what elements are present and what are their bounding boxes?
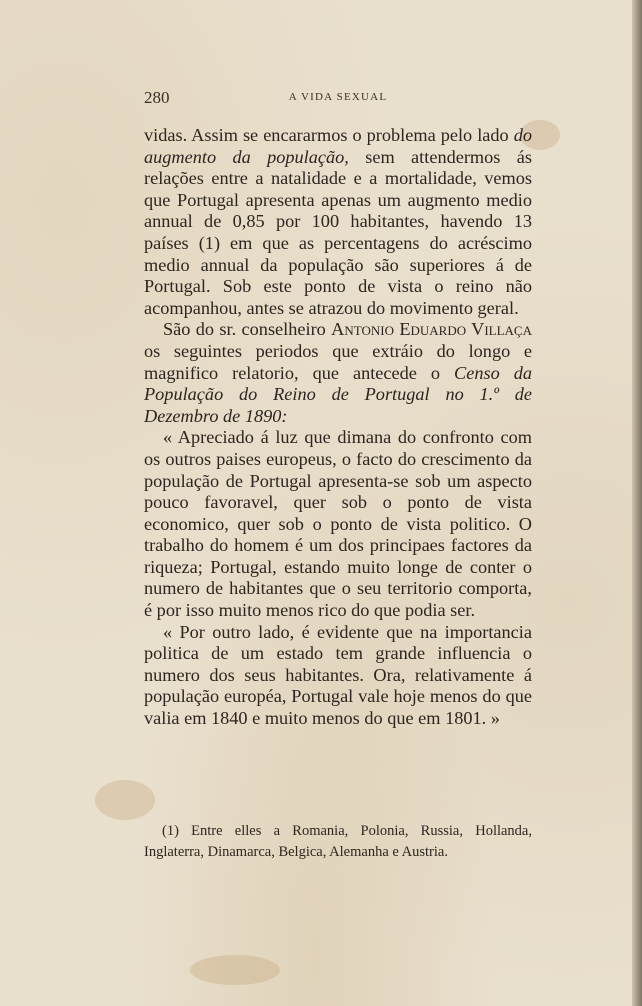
paragraph-2-text-a: São do sr. conselheiro	[163, 319, 332, 340]
paragraph-1-italic: do augmento da população,	[144, 125, 532, 167]
paragraph-3: « Apreciado á luz que dimana do confronto com os outros paises europeus, o facto do crescimento da população de Portugal apresenta-se sob um aspecto pouco favoravel, quer sob o ponto de vista economico, quer sob o ponto de vista politico. O trabalho do homem é um dos principaes factores da riqueza; Portugal, estando muito longe de conter o numero de habitantes que o seu territorio comporta, é por isso muito menos rico do que podia ser.	[144, 427, 532, 621]
paragraph-4: « Por outro lado, é evidente que na importancia politica de um estado tem grande influencia o numero dos seus habitantes. Ora, relativamente á população européa, Portugal vale hoje menos do que valia em 1840 e muito menos do que em 1801. »	[144, 621, 532, 729]
census-title: Censo da População do Reino de Portugal no 1.º de Dezembro de 1890:	[144, 362, 532, 426]
paragraph-1-text-b: sem attendermos ás relações entre a natalidade e a mortalidade, vemos que Portugal apresenta apenas um augmento medio annual de 0,85 por 100 habitantes, havendo 13 países (1) em que as percentagens do acréscimo medio annual da população são superiores á de Portugal. Sob este ponto de vista o reino não acompanhou, antes se atrazou do movimento geral.	[144, 146, 532, 318]
paragraph-1	[144, 125, 532, 319]
footnote-line-2: Inglaterra, Dinamarca, Belgica, Alemanha e Austria.	[144, 844, 448, 860]
running-title: A VIDA SEXUAL	[288, 91, 388, 103]
page-number: 280	[144, 88, 170, 107]
author-name: Antonio Eduardo Villaça	[331, 319, 532, 340]
paper-stain	[95, 780, 155, 820]
body-text	[144, 125, 532, 730]
paragraph-1-text-a: vidas. Assim se encararmos o problema pelo lado	[144, 125, 514, 145]
page-edge-shadow	[632, 0, 642, 1006]
footnote	[144, 821, 532, 863]
paragraph-2	[144, 319, 532, 427]
paragraph-2-text-b: os seguintes periodos que extráio do longo e magnifico relatorio, que antecede o	[144, 340, 532, 383]
paper-stain	[190, 955, 280, 985]
footnote-line-1: (1) Entre elles a Romania, Polonia, Russia, Hollanda,	[162, 823, 532, 839]
page-header	[144, 88, 532, 108]
